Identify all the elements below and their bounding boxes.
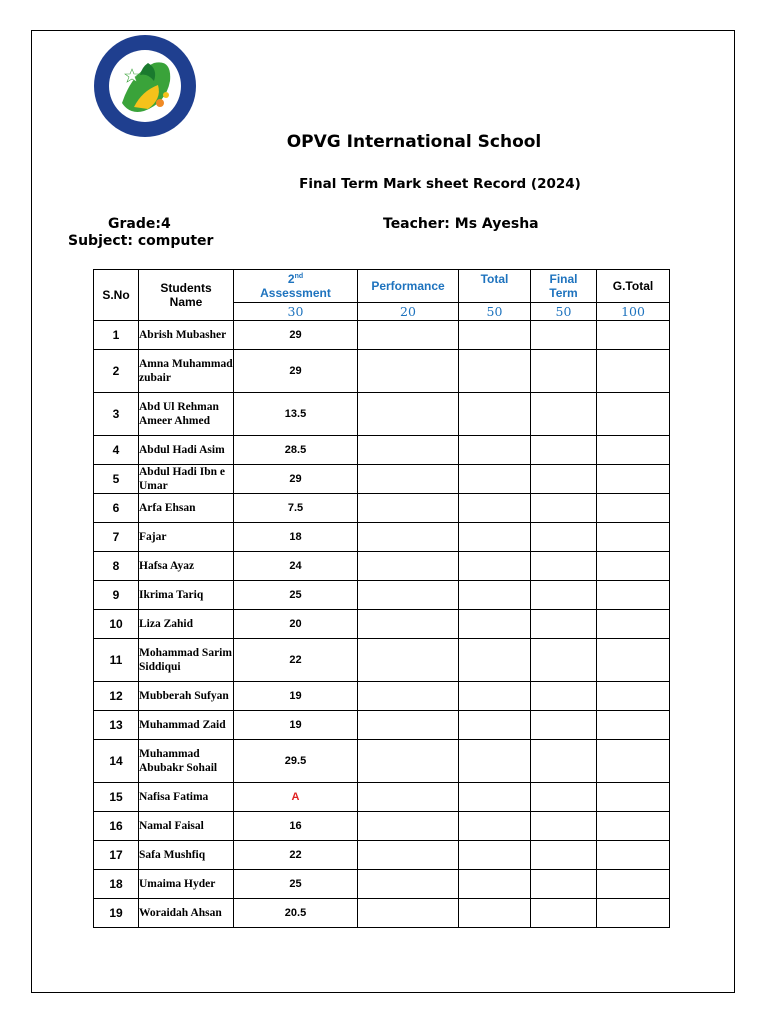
student-name: Muhammad Abubakr Sohail: [139, 740, 234, 783]
gtotal-score: [597, 552, 670, 581]
total-score: [459, 436, 531, 465]
gtotal-score: [597, 436, 670, 465]
performance-score: [358, 581, 459, 610]
table-row: [94, 812, 670, 841]
student-name: Mubberah Sufyan: [139, 682, 234, 711]
header-assessment-label: Assessment: [260, 286, 331, 300]
header-total: Total: [459, 270, 531, 303]
header-assessment-sup: nd: [294, 273, 304, 280]
student-name: Safa Mushfiq: [139, 841, 234, 870]
gtotal-score: [597, 523, 670, 552]
student-name: Amna Muhammad zubair: [139, 350, 234, 393]
header-final-term: [531, 270, 597, 303]
student-sno: 6: [94, 494, 139, 523]
assessment-score: 18: [234, 523, 358, 552]
max-assessment: 30: [234, 303, 358, 321]
table-row: [94, 465, 670, 494]
student-sno: 18: [94, 870, 139, 899]
gtotal-score: [597, 494, 670, 523]
table-row: [94, 639, 670, 682]
performance-score: [358, 899, 459, 928]
school-name: OPVG International School: [286, 132, 542, 152]
student-name: Umaima Hyder: [139, 870, 234, 899]
performance-score: [358, 639, 459, 682]
student-name: Abdul Hadi Asim: [139, 436, 234, 465]
assessment-score: 29: [234, 465, 358, 494]
assessment-score: 28.5: [234, 436, 358, 465]
student-name: Woraidah Ahsan: [139, 899, 234, 928]
final-term-score: [531, 436, 597, 465]
student-name: Liza Zahid: [139, 610, 234, 639]
table-row: [94, 393, 670, 436]
gtotal-score: [597, 841, 670, 870]
assessment-score: 20.5: [234, 899, 358, 928]
table-row: [94, 841, 670, 870]
grade-label: Grade:4: [108, 216, 171, 232]
performance-score: [358, 494, 459, 523]
table-row: [94, 682, 670, 711]
performance-score: [358, 783, 459, 812]
final-term-score: [531, 682, 597, 711]
final-term-score: [531, 610, 597, 639]
final-term-score: [531, 711, 597, 740]
total-score: [459, 740, 531, 783]
total-score: [459, 682, 531, 711]
final-term-score: [531, 639, 597, 682]
performance-score: [358, 523, 459, 552]
max-final-term: 50: [531, 303, 597, 321]
student-sno: 11: [94, 639, 139, 682]
header-name: Name: [169, 295, 203, 309]
student-sno: 4: [94, 436, 139, 465]
header-final: Final: [549, 272, 578, 286]
gtotal-score: [597, 350, 670, 393]
gtotal-score: [597, 639, 670, 682]
assessment-score: 16: [234, 812, 358, 841]
assessment-score: 24: [234, 552, 358, 581]
table-row: [94, 870, 670, 899]
header-gtotal: G.Total: [597, 270, 670, 303]
assessment-score: 29.5: [234, 740, 358, 783]
total-score: [459, 870, 531, 899]
student-name: Arfa Ehsan: [139, 494, 234, 523]
gtotal-score: [597, 740, 670, 783]
student-sno: 16: [94, 812, 139, 841]
total-score: [459, 393, 531, 436]
performance-score: [358, 393, 459, 436]
student-sno: 9: [94, 581, 139, 610]
performance-score: [358, 552, 459, 581]
header-assessment-num: 2: [287, 272, 295, 286]
student-name: Mohammad Sarim Siddiqui: [139, 639, 234, 682]
assessment-score: 25: [234, 870, 358, 899]
header-term: Term: [549, 286, 578, 300]
total-score: [459, 494, 531, 523]
final-term-score: [531, 899, 597, 928]
student-sno: 7: [94, 523, 139, 552]
header-assessment: [234, 270, 358, 303]
record-title: Final Term Mark sheet Record (2024): [299, 176, 581, 192]
header-performance: Performance: [358, 270, 459, 303]
total-score: [459, 783, 531, 812]
student-sno: 3: [94, 393, 139, 436]
table-row: [94, 610, 670, 639]
final-term-score: [531, 321, 597, 350]
final-term-score: [531, 350, 597, 393]
performance-score: [358, 436, 459, 465]
assessment-score: 13.5: [234, 393, 358, 436]
student-sno: 19: [94, 899, 139, 928]
max-total: 50: [459, 303, 531, 321]
final-term-score: [531, 812, 597, 841]
gtotal-score: [597, 610, 670, 639]
performance-score: [358, 841, 459, 870]
final-term-score: [531, 523, 597, 552]
gtotal-score: [597, 465, 670, 494]
header-students-name: [139, 270, 234, 321]
student-name: Fajar: [139, 523, 234, 552]
final-term-score: [531, 740, 597, 783]
final-term-score: [531, 465, 597, 494]
student-name: Namal Faisal: [139, 812, 234, 841]
max-performance: 20: [358, 303, 459, 321]
teacher-label: Teacher: Ms Ayesha: [383, 216, 539, 232]
table-row: [94, 436, 670, 465]
gtotal-score: [597, 870, 670, 899]
final-term-score: [531, 870, 597, 899]
final-term-score: [531, 841, 597, 870]
student-sno: 13: [94, 711, 139, 740]
total-score: [459, 523, 531, 552]
assessment-score: 22: [234, 841, 358, 870]
performance-score: [358, 740, 459, 783]
table-row: [94, 783, 670, 812]
header-sno: S.No: [94, 270, 139, 321]
gtotal-score: [597, 682, 670, 711]
student-name: Ikrima Tariq: [139, 581, 234, 610]
gtotal-score: [597, 899, 670, 928]
table-row: [94, 494, 670, 523]
performance-score: [358, 610, 459, 639]
total-score: [459, 581, 531, 610]
table-row: [94, 899, 670, 928]
table-row: [94, 581, 670, 610]
subject-label: Subject: computer: [68, 233, 214, 249]
total-score: [459, 812, 531, 841]
assessment-score: 29: [234, 321, 358, 350]
final-term-score: [531, 783, 597, 812]
total-score: [459, 552, 531, 581]
assessment-score: 29: [234, 350, 358, 393]
assessment-score: A: [234, 783, 358, 812]
total-score: [459, 711, 531, 740]
performance-score: [358, 350, 459, 393]
school-logo: [92, 33, 198, 139]
total-score: [459, 465, 531, 494]
assessment-score: 7.5: [234, 494, 358, 523]
student-name: Abdul Hadi Ibn e Umar: [139, 465, 234, 494]
gtotal-score: [597, 711, 670, 740]
student-sno: 8: [94, 552, 139, 581]
student-sno: 14: [94, 740, 139, 783]
student-name: Hafsa Ayaz: [139, 552, 234, 581]
assessment-score: 19: [234, 682, 358, 711]
student-sno: 17: [94, 841, 139, 870]
student-sno: 5: [94, 465, 139, 494]
total-score: [459, 841, 531, 870]
final-term-score: [531, 393, 597, 436]
performance-score: [358, 870, 459, 899]
gtotal-score: [597, 393, 670, 436]
performance-score: [358, 321, 459, 350]
gtotal-score: [597, 812, 670, 841]
performance-score: [358, 465, 459, 494]
total-score: [459, 321, 531, 350]
student-name: Abrish Mubasher: [139, 321, 234, 350]
assessment-score: 25: [234, 581, 358, 610]
performance-score: [358, 682, 459, 711]
table-row: [94, 552, 670, 581]
assessment-score: 22: [234, 639, 358, 682]
total-score: [459, 350, 531, 393]
marks-table: [93, 269, 670, 928]
final-term-score: [531, 581, 597, 610]
final-term-score: [531, 494, 597, 523]
table-row: [94, 711, 670, 740]
total-score: [459, 899, 531, 928]
gtotal-score: [597, 581, 670, 610]
total-score: [459, 610, 531, 639]
gtotal-score: [597, 783, 670, 812]
performance-score: [358, 711, 459, 740]
assessment-score: 19: [234, 711, 358, 740]
table-row: [94, 740, 670, 783]
total-score: [459, 639, 531, 682]
student-sno: 2: [94, 350, 139, 393]
student-sno: 15: [94, 783, 139, 812]
max-gtotal: 100: [597, 303, 670, 321]
student-sno: 12: [94, 682, 139, 711]
student-name: Muhammad Zaid: [139, 711, 234, 740]
student-name: Abd Ul Rehman Ameer Ahmed: [139, 393, 234, 436]
table-row: [94, 523, 670, 552]
header-row: [94, 270, 670, 303]
student-sno: 1: [94, 321, 139, 350]
assessment-score: 20: [234, 610, 358, 639]
gtotal-score: [597, 321, 670, 350]
table-row: [94, 350, 670, 393]
performance-score: [358, 812, 459, 841]
student-sno: 10: [94, 610, 139, 639]
table-row: [94, 321, 670, 350]
header-students: Students: [160, 281, 212, 295]
final-term-score: [531, 552, 597, 581]
student-name: Nafisa Fatima: [139, 783, 234, 812]
